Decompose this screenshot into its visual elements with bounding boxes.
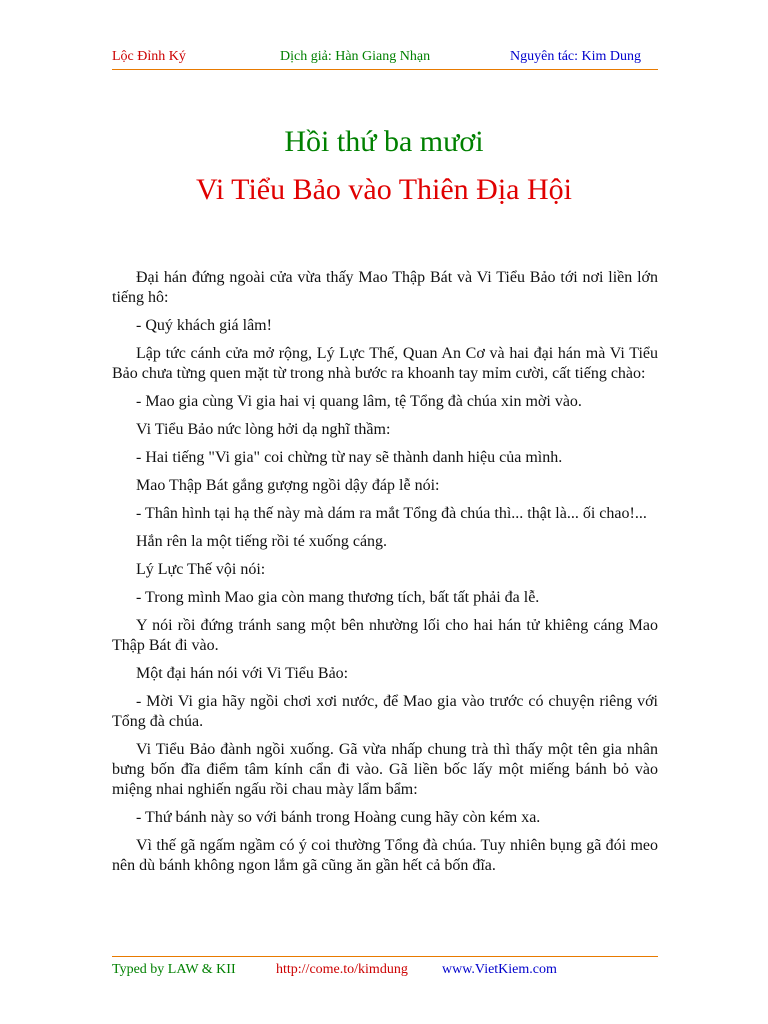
chapter-title: Vi Tiểu Bảo vào Thiên Địa Hội [196, 173, 572, 206]
paragraph: - Mao gia cùng Vi gia hai vị quang lâm, tệ Tổng đà chúa xin mời vào. [136, 393, 582, 410]
footer-divider [112, 956, 658, 957]
paragraph: Hắn rên la một tiếng rồi té xuống cáng. [136, 533, 388, 550]
author-credit: Nguyên tác: Kim Dung [510, 49, 642, 64]
paragraph: Vì thế gã ngấm ngầm có ý coi thường Tổng đà chúa. Tuy nhiên bụng gã đói meo nên dù bánh không ngon lắm gã cũng ăn gần hết cả bốn đĩa. [112, 837, 658, 874]
translator-credit: Dịch giả: Hàn Giang Nhạn [280, 49, 431, 64]
paragraph: Lý Lực Thế vội nói: [136, 561, 266, 578]
header-divider [112, 69, 658, 70]
book-title: Lộc Đỉnh Ký [112, 49, 186, 64]
paragraph: Vi Tiểu Bảo đành ngồi xuống. Gã vừa nhấp chung trà thì thấy một tên gia nhân bưng bốn đĩa điểm tâm kính cẩn đi vào. Gã liền bốc lấy một miếng bánh bỏ vào miệng nhai nghiến ngấu rồi chau mày lẩm bẩm: [112, 741, 658, 798]
typist-credit: Typed by LAW & KII [112, 962, 236, 977]
paragraph: - Trong mình Mao gia còn mang thương tích, bất tất phải đa lễ. [136, 589, 540, 606]
paragraph: Mao Thập Bát gắng gượng ngồi dậy đáp lễ nói: [136, 477, 440, 494]
paragraph: Đại hán đứng ngoài cửa vừa thấy Mao Thập Bát và Vi Tiểu Bảo tới nơi liền lớn tiếng hô: [112, 269, 658, 306]
paragraph: Một đại hán nói với Vi Tiểu Bảo: [136, 665, 349, 682]
page-footer [112, 958, 658, 982]
page-header [112, 44, 658, 68]
chapter-body [112, 268, 658, 884]
paragraph: Vi Tiểu Bảo nức lòng hởi dạ nghĩ thầm: [136, 421, 391, 438]
paragraph: - Hai tiếng "Vi gia" coi chừng từ nay sẽ thành danh hiệu của mình. [136, 449, 563, 466]
kimdung-link[interactable]: http://come.to/kimdung [276, 962, 408, 977]
paragraph: Y nói rồi đứng tránh sang một bên nhường lối cho hai hán tử khiêng cáng Mao Thập Bát đi vào. [112, 617, 658, 654]
paragraph: Lập tức cánh cửa mở rộng, Lý Lực Thế, Quan An Cơ và hai đại hán mà Vi Tiểu Bảo chưa từng quen mặt từ trong nhà bước ra khoanh tay mỉm cười, cất tiếng chào: [112, 345, 658, 382]
vietkiem-link[interactable]: www.VietKiem.com [442, 962, 557, 977]
paragraph: - Thứ bánh này so với bánh trong Hoàng cung hãy còn kém xa. [136, 809, 541, 826]
chapter-number: Hồi thứ ba mươi [284, 125, 484, 158]
paragraph: - Quý khách giá lâm! [136, 317, 272, 334]
paragraph: - Thân hình tại hạ thế này mà dám ra mắt Tổng đà chúa thì... thật là... ối chao!... [136, 505, 647, 522]
paragraph: - Mời Vi gia hãy ngồi chơi xơi nước, để Mao gia vào trước có chuyện riêng với Tổng đà chúa. [112, 693, 658, 730]
